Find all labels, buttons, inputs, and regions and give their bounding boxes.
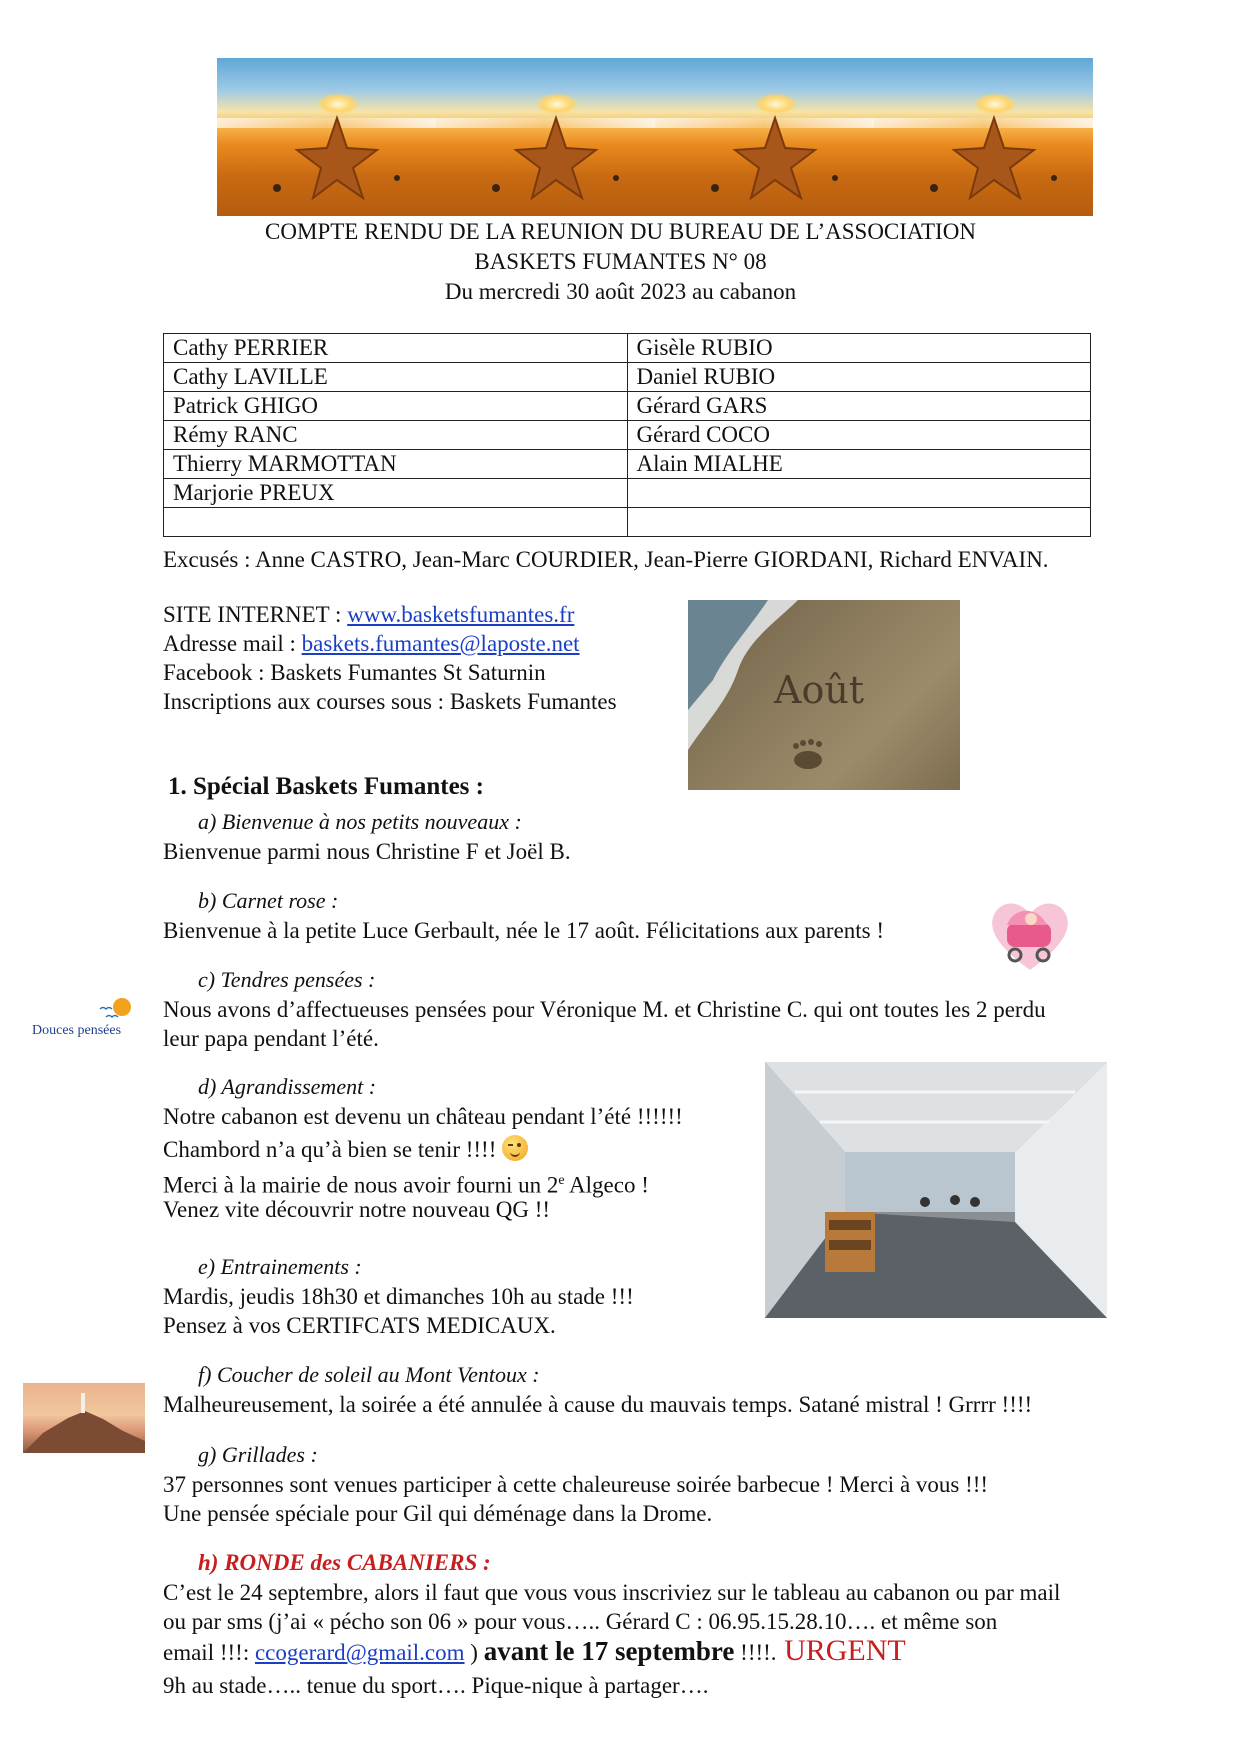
subsection-c-text-line1: Nous avons d’affectueuses pensées pour Véronique M. et Christine C. qui ont toutes les 2 perdu: [163, 997, 1046, 1022]
subsection-h-text-line4: 9h au stade….. tenue du sport…. Pique-nique à partager….: [163, 1673, 709, 1698]
subsection-a-title: a) Bienvenue à nos petits nouveaux :: [198, 809, 522, 834]
subsection-b-text: Bienvenue à la petite Luce Gerbault, née le 17 août. Félicitations aux parents !: [163, 918, 885, 943]
aout-sand-image: [688, 600, 960, 790]
attendee-cell: Gérard COCO: [627, 421, 1091, 450]
facebook-text: Facebook : Baskets Fumantes St Saturnin: [163, 660, 546, 685]
report-date: Du mercredi 30 août 2023 au cabanon: [444, 279, 797, 304]
mont-ventoux-photo: [23, 1383, 145, 1453]
subsection-h-title: h) RONDE des CABANIERS :: [198, 1550, 491, 1575]
mail-label: Adresse mail :: [163, 631, 302, 656]
table-row: [164, 508, 1091, 537]
attendee-cell: Cathy LAVILLE: [164, 363, 628, 392]
mail-link[interactable]: baskets.fumantes@laposte.net: [301, 631, 580, 656]
exclamation-text: !!!!.: [734, 1640, 777, 1665]
subsection-d-text-line1: Notre cabanon est devenu un château pendant l’été !!!!!!: [163, 1104, 683, 1129]
douces-pensees-label: Douces pensées: [32, 1023, 122, 1038]
chambord-text: Chambord n’a qu’à bien se tenir !!!!: [163, 1137, 503, 1162]
attendee-cell: Daniel RUBIO: [627, 363, 1091, 392]
subsection-c-text-line2: leur papa pendant l’été.: [163, 1026, 379, 1051]
subsection-c-title: c) Tendres pensées :: [198, 967, 376, 992]
table-row: [164, 392, 1091, 421]
starfish-beach-image: [874, 58, 1093, 216]
subsection-e-text-line2: Pensez à vos CERTIFCATS MEDICAUX.: [163, 1313, 556, 1338]
deadline-text: avant le 17 septembre: [483, 1636, 735, 1666]
table-row: [164, 479, 1091, 508]
report-title-line1: COMPTE RENDU DE LA REUNION DU BUREAU DE L’ASSOCIATION: [265, 219, 976, 244]
subsection-g-title: g) Grillades :: [198, 1442, 318, 1467]
algeco-text-end: Algeco !: [564, 1172, 649, 1198]
attendee-cell: [627, 508, 1091, 537]
attendee-cell: Marjorie PREUX: [164, 479, 628, 508]
table-row: [164, 421, 1091, 450]
paren-text: ): [464, 1640, 484, 1665]
table-row: [164, 334, 1091, 363]
subsection-h-text-line3: [163, 1636, 906, 1667]
attendees-table: [163, 333, 1091, 537]
subsection-a-text: Bienvenue parmi nous Christine F et Joël B.: [163, 839, 571, 864]
algeco-text: Merci à la mairie de nous avoir fourni un 2: [163, 1172, 559, 1198]
excuses-text: Excusés : Anne CASTRO, Jean-Marc COURDIER, Jean-Pierre GIORDANI, Richard ENVAIN.: [163, 547, 1049, 572]
wink-emoji-icon: [502, 1135, 528, 1161]
attendee-cell: Patrick GHIGO: [164, 392, 628, 421]
subsection-f-title: f) Coucher de soleil au Mont Ventoux :: [198, 1362, 540, 1387]
gerard-email-link[interactable]: ccogerard@gmail.com: [254, 1640, 465, 1665]
subsection-e-text-line1: Mardis, jeudis 18h30 et dimanches 10h au stade !!!: [163, 1284, 634, 1309]
aout-text: Août: [774, 668, 865, 712]
douces-pensees-logo: [30, 995, 140, 1045]
attendee-cell: Rémy RANC: [164, 421, 628, 450]
subsection-h-text-line2: ou par sms (j’ai « pécho son 06 » pour vous….. Gérard C : 06.95.15.28.10…. et même son: [163, 1609, 998, 1634]
site-link[interactable]: www.basketsfumantes.fr: [347, 602, 575, 627]
cabanon-interior-photo: [765, 1062, 1107, 1318]
subsection-e-title: e) Entrainements :: [198, 1254, 362, 1279]
site-line: [163, 600, 574, 629]
baby-pram-icon: [985, 895, 1075, 975]
subsection-g-text-line1: 37 personnes sont venues participer à cette chaleureuse soirée barbecue ! Merci à vous !!!: [163, 1472, 989, 1497]
email-label: email !!!:: [163, 1640, 255, 1665]
urgent-text: URGENT: [776, 1634, 906, 1667]
subsection-d-text-line2: [163, 1135, 528, 1164]
attendee-cell: Thierry MARMOTTAN: [164, 450, 628, 479]
subsection-d-text-line4: Venez vite découvrir notre nouveau QG !!: [163, 1197, 551, 1222]
attendee-cell: Gérard GARS: [627, 392, 1091, 421]
attendee-cell: [627, 479, 1091, 508]
table-row: [164, 450, 1091, 479]
starfish-beach-image: [436, 58, 655, 216]
inscriptions-text: Inscriptions aux courses sous : Baskets Fumantes: [163, 689, 617, 714]
subsection-d-title: d) Agrandissement :: [198, 1074, 377, 1099]
table-row: [164, 363, 1091, 392]
section-1-title: 1. Spécial Baskets Fumantes :: [168, 773, 484, 800]
report-title-line2: BASKETS FUMANTES N° 08: [474, 249, 767, 274]
attendee-cell: Gisèle RUBIO: [627, 334, 1091, 363]
starfish-beach-image: [655, 58, 874, 216]
subsection-h-text-line1: C’est le 24 septembre, alors il faut que vous vous inscriviez sur le tableau au cabanon ou par mail: [163, 1580, 1061, 1605]
attendee-cell: Cathy PERRIER: [164, 334, 628, 363]
mail-line: [163, 629, 580, 658]
site-label: SITE INTERNET :: [163, 602, 348, 627]
attendee-cell: Alain MIALHE: [627, 450, 1091, 479]
starfish-beach-image: [217, 58, 436, 216]
superscript-e: e: [558, 1173, 565, 1188]
attendee-cell: [164, 508, 628, 537]
header-banner-image: [217, 58, 1093, 216]
subsection-b-title: b) Carnet rose :: [198, 888, 339, 913]
subsection-f-text: Malheureusement, la soirée a été annulée à cause du mauvais temps. Satané mistral ! Grrrr !!!!: [163, 1392, 1033, 1417]
subsection-g-text-line2: Une pensée spéciale pour Gil qui déménage dans la Drome.: [163, 1501, 713, 1526]
